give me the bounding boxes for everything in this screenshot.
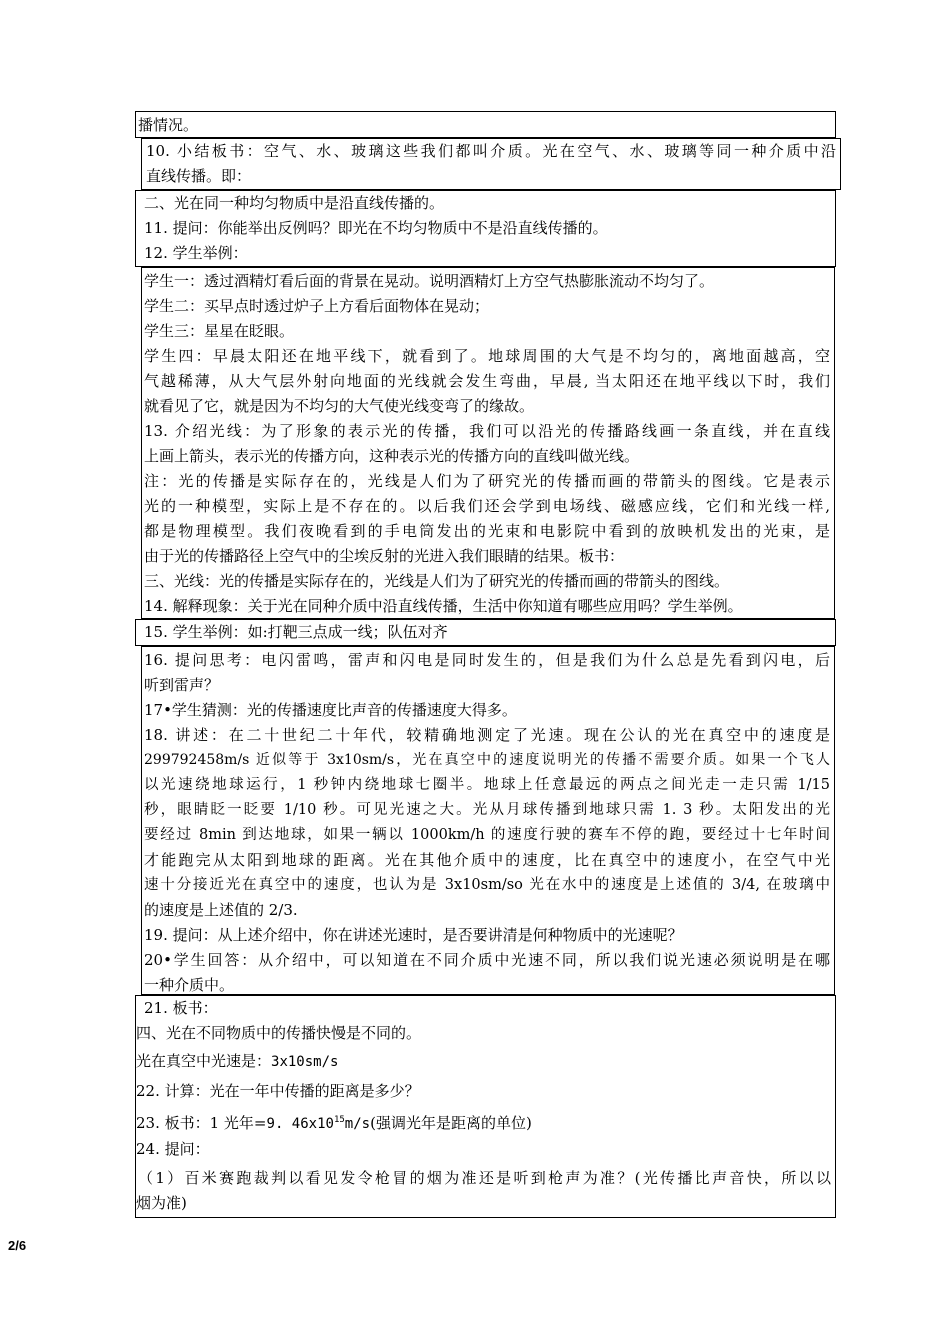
text-line: 学生二：买早点时透过炉子上方看后面物体在晃动； <box>144 297 490 315</box>
text-line: 光的一种模型，实际上是不存在的。以后我们还会学到电场线、磁感应线，它们和光线一样, <box>144 497 830 515</box>
text-line: 18. 讲述：在二十世纪二十年代，较精确地测定了光速。现在公认的光在真空中的速度是 <box>144 726 830 744</box>
text-line: 学生四：早晨太阳还在地平线下，就看到了。地球周围的大气是不均匀的，离地面越高，空 <box>144 347 830 365</box>
light-year-exponent: 15 <box>333 1115 345 1125</box>
text-block-2 <box>135 190 836 267</box>
text-line: 14. 解释现象：关于光在同种介质中沿直线传播，生活中你知道有哪些应用吗？学生举例。 <box>144 597 743 615</box>
text-block-0 <box>135 111 836 138</box>
text-line: 要经过 8min 到达地球，如果一辆以 1000km/h 的速度行驶的赛车不停的跑，要经过十七年时间 <box>144 827 830 843</box>
text-line: 就看见了它，就是因为不均匀的大气使光线变弯了的缘故。 <box>144 397 535 415</box>
text-line: 10. 小结板书：空气、水、玻璃这些我们都叫介质。光在空气、水、玻璃等同一种介质中沿 <box>146 142 836 160</box>
text-line <box>136 1049 835 1075</box>
text-line: 二、光在同一种均匀物质中是沿直线传播的。 <box>144 194 445 212</box>
text-line: 16. 提问思考：电闪雷鸣，雷声和闪电是同时发生的，但是我们为什么总是先看到闪电，后 <box>144 651 830 669</box>
text-line: 由于光的传播路径上空气中的尘埃反射的光进入我们眼睛的结果。板书： <box>144 547 625 565</box>
text-line <box>136 1108 835 1137</box>
text-line: 都是物理模型。我们夜晚看到的手电筒发出的光束和电影院中看到的放映机发出的光束，是 <box>144 522 830 540</box>
light-year-label: 23. 板书：1 光年= <box>136 1114 267 1132</box>
text-line: 注：光的传播是实际存在的，光线是人们为了研究光的传播而画的带箭头的图线。它是表示 <box>144 472 830 490</box>
text-block-3 <box>141 267 835 619</box>
light-year-unit: m/s <box>344 1116 371 1132</box>
text-line: 一种介质中。 <box>144 976 235 994</box>
text-line: 直线传播。即： <box>146 167 252 185</box>
text-line: 烟为准) <box>136 1194 187 1212</box>
text-line: 上画上箭头，表示光的传播方向，这种表示光的传播方向的直线叫做光线。 <box>144 447 640 465</box>
text-line: 三、光线：光的传播是实际存在的，光线是人们为了研究光的传播而画的带箭头的图线。 <box>144 572 730 590</box>
vacuum-speed-label: 光在真空中光速是： <box>136 1052 272 1070</box>
text-line: 11. 提问：你能举出反例吗？即光在不均匀物质中不是沿直线传播的。 <box>144 219 608 237</box>
vacuum-speed-formula: 3x10sm/s <box>271 1054 339 1070</box>
text-line: 17•学生猜测：光的传播速度比声音的传播速度大得多。 <box>144 701 517 719</box>
text-line: 秒，眼睛眨一眨要 1/10 秒。可见光速之大。光从月球传播到地球只需 1. 3 秒。太阳发出的光 <box>144 802 830 818</box>
text-block-5 <box>141 646 835 995</box>
text-block-1 <box>141 138 841 190</box>
text-block-4 <box>135 619 836 646</box>
text-line: 学生三：星星在眨眼。 <box>144 322 295 340</box>
text-line: 20•学生回答：从介绍中，可以知道在不同介质中光速不同，所以我们说光速必须说明是在哪 <box>144 951 830 969</box>
light-year-note: (强调光年是距离的单位) <box>370 1114 532 1132</box>
text-line: 15. 学生举例：如:打靶三点成一线；队伍对齐 <box>144 623 448 641</box>
text-line: 的速度是上述值的 2/3. <box>144 901 298 919</box>
text-line: 以光速绕地球运行，1 秒钟内绕地球七圈半。地球上任意最远的两点之间光走一走只需 1/15 <box>144 777 830 793</box>
text-line: 才能跑完从太阳到地球的距离。光在其他介质中的速度，比在真空中的速度小，在空气中光 <box>144 851 830 869</box>
text-line: 听到雷声？ <box>144 676 220 694</box>
text-line: （1）百米赛跑裁判以看见发令枪冒的烟为准还是听到枪声为准？(光传播比声音快，所以以 <box>138 1169 831 1187</box>
text-line: 299792458m/s 近似等于 3x10sm/s，光在真空中的速度说明光的传播不需要介质。如果一个飞人 <box>144 752 830 768</box>
light-year-base: 9. 46x10 <box>266 1116 334 1132</box>
text-line: 21. 板书： <box>144 999 218 1017</box>
text-line: 19. 提问：从上述介绍中，你在讲述光速时，是否要讲清是何种物质中的光速呢？ <box>144 926 683 944</box>
text-line: 12. 学生举例： <box>144 244 248 262</box>
text-block-6 <box>135 995 836 1218</box>
text-line: 播情况。 <box>138 116 199 134</box>
text-line: 学生一：透过酒精灯看后面的背景在晃动。说明酒精灯上方空气热膨胀流动不均匀了。 <box>144 272 715 290</box>
text-line: 24. 提问： <box>136 1140 210 1158</box>
text-line: 13. 介绍光线：为了形象的表示光的传播，我们可以沿光的传播路线画一条直线，并在直线 <box>144 422 830 440</box>
text-line: 速十分接近光在真空中的速度，也认为是 3x10sm/so 光在水中的速度是上述值的 3/4, 在玻璃中 <box>144 877 830 893</box>
text-line: 22. 计算：光在一年中传播的距离是多少？ <box>136 1082 420 1100</box>
text-line: 四、光在不同物质中的传播快慢是不同的。 <box>136 1024 422 1042</box>
page-number: 2/6 <box>8 1238 27 1253</box>
text-line: 气越稀薄，从大气层外射向地面的光线就会发生弯曲，早晨, 当太阳还在地平线以下时，我们 <box>144 372 830 390</box>
